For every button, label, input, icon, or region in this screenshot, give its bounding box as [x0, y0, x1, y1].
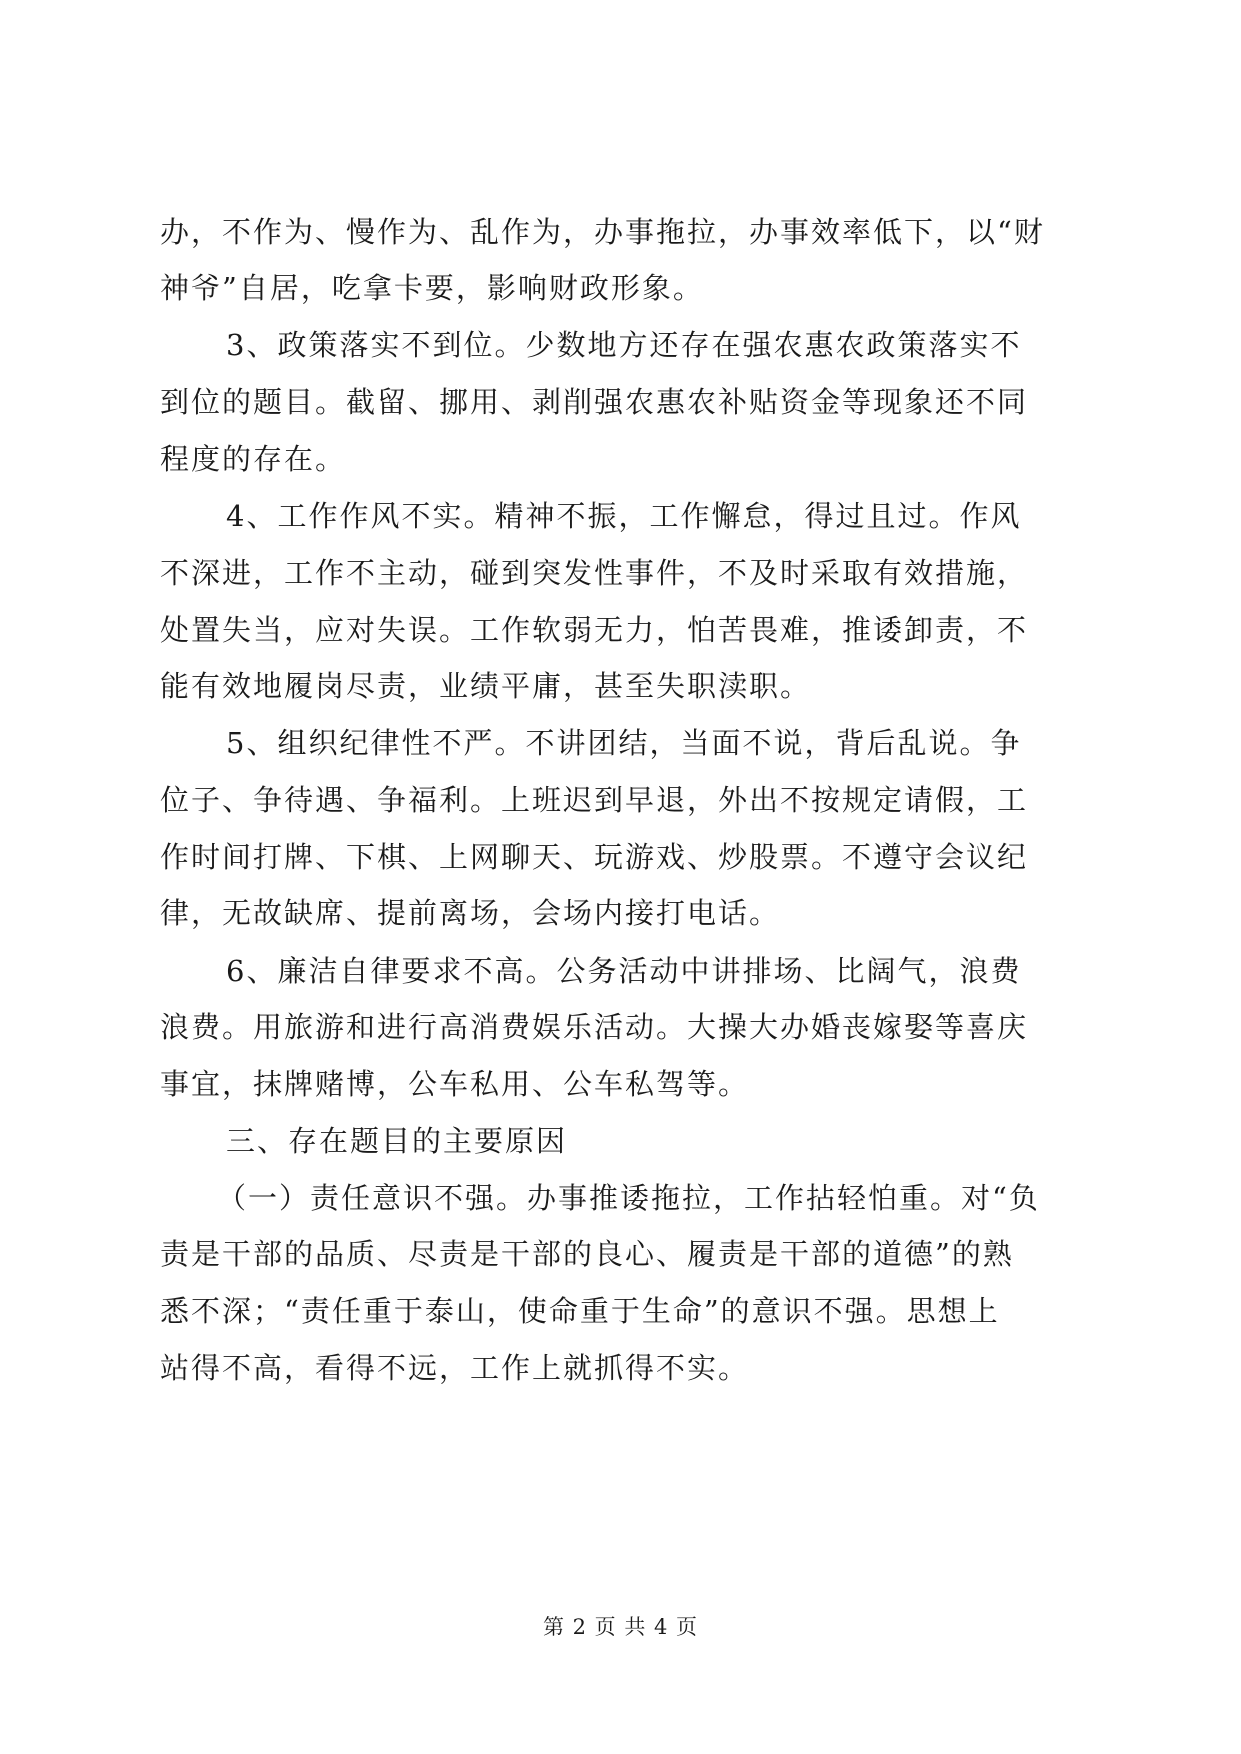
text-line: 悉不深；“责任重于泰山，使命重于生命”的意识不强。思想上 — [160, 1294, 1000, 1328]
text-line: 3、政策落实不到位。少数地方还存在强农惠农政策落实不 — [226, 328, 1022, 362]
text-line: 办，不作为、慢作为、乱作为，办事拖拉，办事效率低下，以“财 — [160, 215, 1045, 249]
page-number-footer: 第 2 页 共 4 页 — [542, 1615, 699, 1639]
text-line: 位子、争待遇、争福利。上班迟到早退，外出不按规定请假，工 — [160, 783, 1029, 817]
text-line: 事宜，抹牌赌博，公车私用、公车私驾等。 — [160, 1067, 750, 1101]
text-line: 6、廉洁自律要求不高。公务活动中讲排场、比阔气，浪费 — [226, 954, 1022, 988]
text-line: 程度的存在。 — [160, 442, 347, 476]
text-line: 神爷”自居，吃拿卡要，影响财政形象。 — [160, 271, 704, 305]
section-heading: 三、存在题目的主要原因 — [226, 1124, 568, 1158]
text-line: 作时间打牌、下棋、上网聊天、玩游戏、炒股票。不遵守会议纪 — [160, 840, 1029, 874]
text-line: 责是干部的品质、尽责是干部的良心、履责是干部的道德”的熟 — [160, 1237, 1014, 1271]
text-line: 处置失当，应对失误。工作软弱无力，怕苦畏难，推诿卸责，不 — [160, 613, 1029, 647]
text-line: 能有效地履岗尽责，业绩平庸，甚至失职渎职。 — [160, 669, 812, 703]
text-line: 4、工作作风不实。精神不振，工作懈怠，得过且过。作风 — [226, 499, 1022, 533]
text-line: （一）责任意识不强。办事推诿拖拉，工作拈轻怕重。对“负 — [217, 1181, 1040, 1215]
text-line: 浪费。用旅游和进行高消费娱乐活动。大操大办婚丧嫁娶等喜庆 — [160, 1010, 1029, 1044]
text-line: 不深进，工作不主动，碰到突发性事件，不及时采取有效措施， — [160, 556, 1029, 590]
text-line: 律，无故缺席、提前离场，会场内接打电话。 — [160, 896, 781, 930]
text-line: 5、组织纪律性不严。不讲团结，当面不说，背后乱说。争 — [226, 726, 1022, 760]
text-line: 站得不高，看得不远，工作上就抓得不实。 — [160, 1351, 750, 1385]
text-line: 到位的题目。截留、挪用、剥削强农惠农补贴资金等现象还不同 — [160, 385, 1029, 419]
